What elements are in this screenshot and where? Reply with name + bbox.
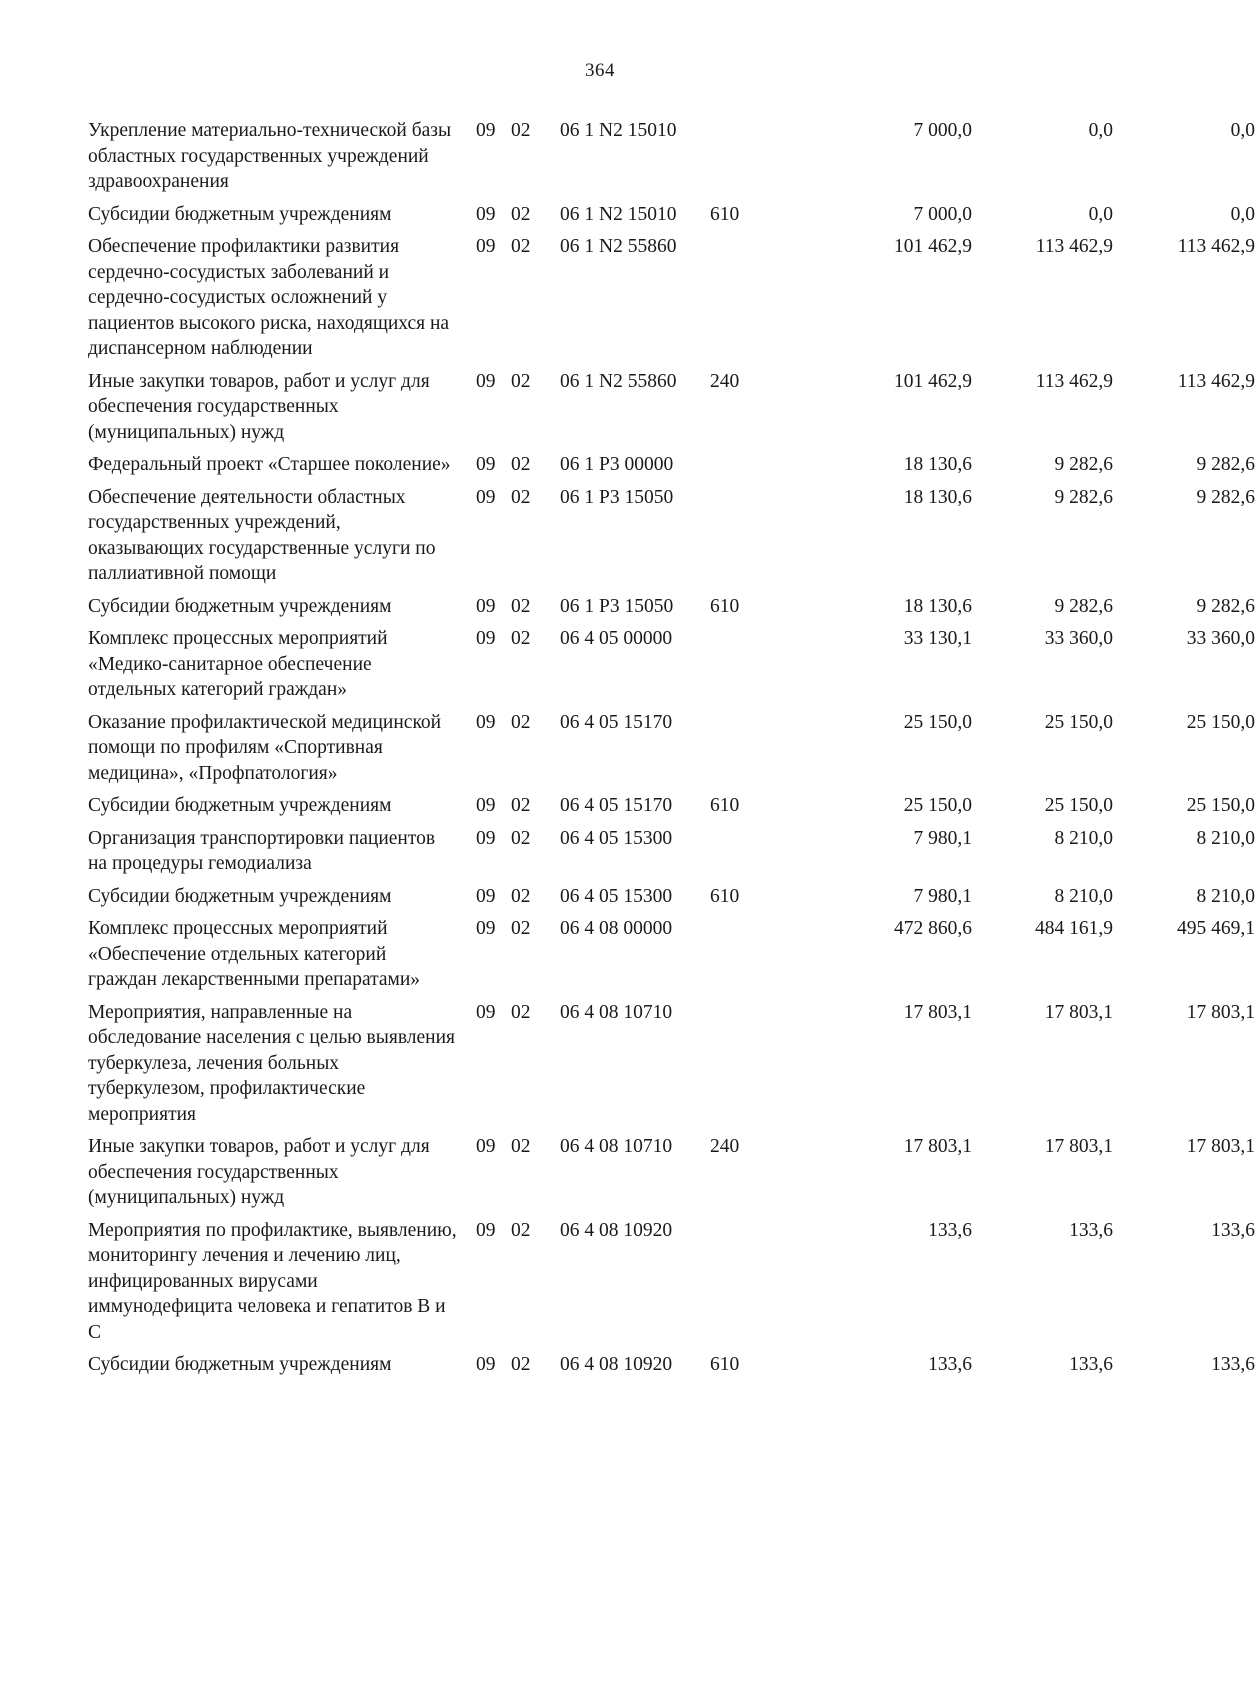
table-row bbox=[88, 710, 1255, 794]
section-code: 09 bbox=[476, 918, 496, 939]
amount-year-2: 8 210,0 bbox=[1054, 885, 1113, 907]
section-code: 09 bbox=[476, 120, 496, 141]
amount-year-3: 113 462,9 bbox=[1177, 236, 1255, 257]
target-article-code: 06 1 P3 00000 bbox=[560, 454, 674, 475]
expense-name: Субсидии бюджетным учреждениям bbox=[88, 595, 392, 617]
amount-year-2: 9 282,6 bbox=[1054, 595, 1113, 617]
target-article-code: 06 4 05 15300 bbox=[560, 885, 673, 907]
amount-year-1: 25 150,0 bbox=[903, 711, 972, 733]
target-article-code: 06 4 05 00000 bbox=[560, 628, 673, 649]
section-code: 09 bbox=[476, 885, 496, 907]
amount-year-2: 0,0 bbox=[1088, 203, 1113, 225]
expense-name: Федеральный проект «Старшее поколение» bbox=[88, 454, 451, 475]
amount-year-1: 7 000,0 bbox=[913, 120, 972, 141]
amount-year-1: 7 980,1 bbox=[913, 885, 972, 907]
amount-year-3: 113 462,9 bbox=[1177, 370, 1255, 392]
subsection-code: 02 bbox=[511, 827, 531, 849]
table-row bbox=[88, 118, 1255, 202]
amount-year-3: 495 469,1 bbox=[1177, 918, 1255, 939]
target-article-code: 06 4 08 10920 bbox=[560, 1354, 673, 1375]
expense-name: Субсидии бюджетным учреждениям bbox=[88, 885, 392, 907]
table-row bbox=[88, 626, 1255, 710]
table-row bbox=[88, 884, 1255, 917]
amount-year-3: 8 210,0 bbox=[1196, 827, 1255, 849]
subsection-code: 02 bbox=[511, 885, 531, 907]
amount-year-3: 9 282,6 bbox=[1196, 486, 1255, 508]
amount-year-3: 0,0 bbox=[1230, 120, 1255, 141]
section-code: 09 bbox=[476, 454, 496, 475]
table-row bbox=[88, 1134, 1255, 1218]
amount-year-1: 18 130,6 bbox=[903, 486, 972, 508]
expense-name: Субсидии бюджетным учреждениям bbox=[88, 203, 392, 225]
amount-year-2: 25 150,0 bbox=[1044, 795, 1113, 816]
expense-name: Иные закупки товаров, работ и услуг для обеспечения государственных (муниципальных) нужд bbox=[88, 1136, 430, 1208]
target-article-code: 06 4 08 10710 bbox=[560, 1001, 673, 1023]
amount-year-2: 25 150,0 bbox=[1044, 711, 1113, 733]
section-code: 09 bbox=[476, 370, 496, 392]
subsection-code: 02 bbox=[511, 486, 531, 508]
section-code: 09 bbox=[476, 1136, 496, 1157]
amount-year-2: 113 462,9 bbox=[1035, 370, 1113, 392]
amount-year-3: 25 150,0 bbox=[1186, 711, 1255, 733]
amount-year-1: 17 803,1 bbox=[903, 1136, 972, 1157]
amount-year-3: 17 803,1 bbox=[1186, 1136, 1255, 1157]
section-code: 09 bbox=[476, 486, 496, 508]
expense-type-code: 610 bbox=[710, 795, 740, 816]
amount-year-3: 133,6 bbox=[1211, 1219, 1255, 1241]
target-article-code: 06 1 N2 55860 bbox=[560, 370, 677, 392]
table-row bbox=[88, 793, 1255, 826]
expense-type-code: 610 bbox=[710, 203, 740, 225]
amount-year-1: 33 130,1 bbox=[903, 628, 972, 649]
expense-type-code: 610 bbox=[710, 595, 740, 617]
amount-year-2: 0,0 bbox=[1088, 120, 1113, 141]
expense-type-code: 610 bbox=[710, 885, 740, 907]
target-article-code: 06 4 08 10920 bbox=[560, 1219, 673, 1241]
subsection-code: 02 bbox=[511, 711, 531, 733]
subsection-code: 02 bbox=[511, 795, 531, 816]
amount-year-2: 484 161,9 bbox=[1035, 918, 1113, 939]
expense-name: Субсидии бюджетным учреждениям bbox=[88, 795, 392, 816]
amount-year-1: 472 860,6 bbox=[894, 918, 972, 939]
amount-year-2: 9 282,6 bbox=[1054, 486, 1113, 508]
amount-year-3: 133,6 bbox=[1211, 1354, 1255, 1375]
section-code: 09 bbox=[476, 795, 496, 816]
table-row bbox=[88, 826, 1255, 884]
table-row bbox=[88, 369, 1255, 453]
expense-name: Укрепление материально-технической базы областных государственных учреждений здравоохранения bbox=[88, 120, 452, 192]
subsection-code: 02 bbox=[511, 1219, 531, 1241]
subsection-code: 02 bbox=[511, 370, 531, 392]
amount-year-2: 33 360,0 bbox=[1044, 628, 1113, 649]
subsection-code: 02 bbox=[511, 628, 531, 649]
subsection-code: 02 bbox=[511, 1001, 531, 1023]
amount-year-3: 17 803,1 bbox=[1186, 1001, 1255, 1023]
amount-year-1: 18 130,6 bbox=[903, 454, 972, 475]
expense-type-code: 610 bbox=[710, 1354, 740, 1375]
section-code: 09 bbox=[476, 203, 496, 225]
amount-year-2: 17 803,1 bbox=[1044, 1001, 1113, 1023]
target-article-code: 06 1 P3 15050 bbox=[560, 486, 674, 508]
expense-type-code: 240 bbox=[710, 370, 740, 392]
amount-year-1: 25 150,0 bbox=[903, 795, 972, 816]
target-article-code: 06 4 08 00000 bbox=[560, 918, 673, 939]
target-article-code: 06 1 N2 55860 bbox=[560, 236, 677, 257]
subsection-code: 02 bbox=[511, 454, 531, 475]
expense-name: Организация транспортировки пациентов на процедуры гемодиализа bbox=[88, 827, 436, 874]
expense-name: Субсидии бюджетным учреждениям bbox=[88, 1354, 392, 1375]
amount-year-1: 133,6 bbox=[928, 1354, 972, 1375]
expense-name: Иные закупки товаров, работ и услуг для обеспечения государственных (муниципальных) нужд bbox=[88, 370, 430, 443]
amount-year-2: 9 282,6 bbox=[1054, 454, 1113, 475]
amount-year-3: 33 360,0 bbox=[1186, 628, 1255, 649]
target-article-code: 06 1 N2 15010 bbox=[560, 120, 677, 141]
table-row bbox=[88, 594, 1255, 627]
target-article-code: 06 1 N2 15010 bbox=[560, 203, 677, 225]
table-row bbox=[88, 202, 1255, 235]
section-code: 09 bbox=[476, 827, 496, 849]
table-row bbox=[88, 452, 1255, 485]
budget-table bbox=[88, 118, 1255, 1385]
section-code: 09 bbox=[476, 1001, 496, 1023]
amount-year-1: 17 803,1 bbox=[903, 1001, 972, 1023]
section-code: 09 bbox=[476, 628, 496, 649]
section-code: 09 bbox=[476, 236, 496, 257]
section-code: 09 bbox=[476, 595, 496, 617]
expense-name: Комплекс процессных мероприятий «Обеспечение отдельных категорий граждан лекарственными препаратами» bbox=[88, 918, 421, 990]
amount-year-1: 133,6 bbox=[928, 1219, 972, 1241]
page-number: 364 bbox=[585, 60, 615, 81]
expense-name: Мероприятия по профилактике, выявлению, мониторингу лечения и лечению лиц, инфицированных вирусами иммунодефицита человека и гепатитов B и C bbox=[88, 1219, 457, 1343]
table-row bbox=[88, 916, 1255, 1000]
subsection-code: 02 bbox=[511, 236, 531, 257]
target-article-code: 06 4 05 15170 bbox=[560, 795, 673, 816]
table-row bbox=[88, 485, 1255, 594]
expense-name: Обеспечение профилактики развития сердечно-сосудистых заболеваний и сердечно-сосудистых осложнений у пациентов высокого риска, находящихся на диспансерном наблюдении bbox=[88, 236, 450, 359]
amount-year-1: 101 462,9 bbox=[894, 236, 972, 257]
amount-year-1: 18 130,6 bbox=[903, 595, 972, 617]
amount-year-1: 101 462,9 bbox=[894, 370, 972, 392]
section-code: 09 bbox=[476, 711, 496, 733]
amount-year-2: 133,6 bbox=[1069, 1219, 1113, 1241]
amount-year-2: 17 803,1 bbox=[1044, 1136, 1113, 1157]
amount-year-1: 7 000,0 bbox=[913, 203, 972, 225]
expense-name: Обеспечение деятельности областных государственных учреждений, оказывающих государственные услуги по паллиативной помощи bbox=[88, 486, 436, 584]
section-code: 09 bbox=[476, 1219, 496, 1241]
subsection-code: 02 bbox=[511, 120, 531, 141]
expense-name: Комплекс процессных мероприятий «Медико-санитарное обеспечение отдельных категорий граждан» bbox=[88, 628, 388, 700]
section-code: 09 bbox=[476, 1354, 496, 1375]
amount-year-3: 9 282,6 bbox=[1196, 595, 1255, 617]
table-row bbox=[88, 1352, 1255, 1385]
table-row bbox=[88, 1218, 1255, 1353]
expense-name: Мероприятия, направленные на обследование населения с целью выявления туберкулеза, лечения больных туберкулезом, профилактические мероприятия bbox=[88, 1001, 456, 1125]
table-row bbox=[88, 234, 1255, 369]
target-article-code: 06 4 08 10710 bbox=[560, 1136, 673, 1157]
amount-year-2: 8 210,0 bbox=[1054, 827, 1113, 849]
amount-year-3: 25 150,0 bbox=[1186, 795, 1255, 816]
subsection-code: 02 bbox=[511, 1354, 531, 1375]
target-article-code: 06 4 05 15170 bbox=[560, 711, 673, 733]
subsection-code: 02 bbox=[511, 203, 531, 225]
amount-year-2: 133,6 bbox=[1069, 1354, 1113, 1375]
subsection-code: 02 bbox=[511, 595, 531, 617]
subsection-code: 02 bbox=[511, 1136, 531, 1157]
amount-year-3: 0,0 bbox=[1230, 203, 1255, 225]
amount-year-2: 113 462,9 bbox=[1035, 236, 1113, 257]
amount-year-3: 8 210,0 bbox=[1196, 885, 1255, 907]
expense-type-code: 240 bbox=[710, 1136, 740, 1157]
table-row bbox=[88, 1000, 1255, 1135]
amount-year-3: 9 282,6 bbox=[1196, 454, 1255, 475]
amount-year-1: 7 980,1 bbox=[913, 827, 972, 849]
subsection-code: 02 bbox=[511, 918, 531, 939]
target-article-code: 06 1 P3 15050 bbox=[560, 595, 674, 617]
expense-name: Оказание профилактической медицинской помощи по профилям «Спортивная медицина», «Профпатология» bbox=[88, 711, 442, 784]
target-article-code: 06 4 05 15300 bbox=[560, 827, 673, 849]
